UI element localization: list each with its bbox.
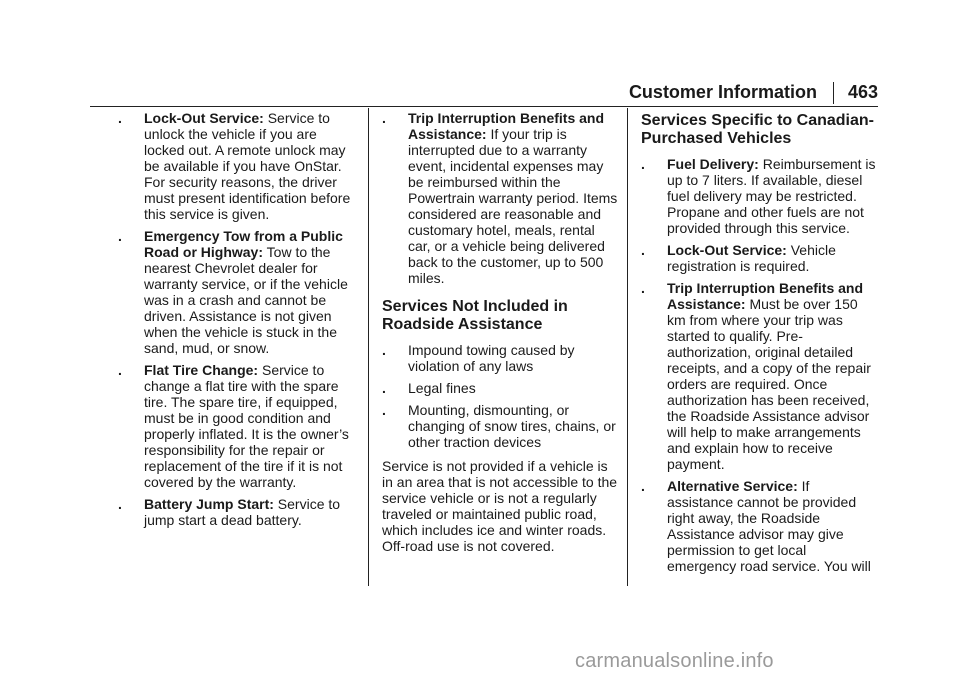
item-text: Impound towing caused by violation of any laws	[408, 342, 575, 374]
page-header	[0, 82, 878, 104]
bullet: .	[118, 228, 122, 244]
body-paragraph: Service is not provided if a vehicle is in an area that is not accessible to the service vehicle or is not a regularly traveled or maintained public road, which includes ice and winter roads. Off-road use is not covered.	[382, 458, 618, 554]
list-item	[641, 156, 877, 236]
list-item	[641, 478, 877, 574]
bullet: .	[118, 496, 122, 512]
item-text: Legal fines	[408, 380, 476, 396]
bullet: .	[382, 110, 386, 126]
item-term: Alternative Service:	[667, 478, 798, 494]
item-text: Reimbursement is up to 7 liters. If available, diesel fuel delivery may be restricted. Propane and other fuels are not provided through this service.	[667, 156, 876, 236]
column-3	[641, 110, 877, 580]
bullet: .	[641, 478, 645, 494]
list-item	[382, 342, 618, 374]
item-text: Service to unlock the vehicle if you are locked out. A remote unlock may be available if you have OnStar. For security reasons, the driver must present identification before this service is given.	[144, 110, 351, 222]
list-item	[382, 380, 618, 396]
item-term: Fuel Delivery:	[667, 156, 759, 172]
bullet: .	[641, 242, 645, 258]
bullet: .	[382, 402, 386, 418]
item-text: If assistance cannot be provided right away, the Roadside Assistance advisor may give permission to get local emergency road service. You will	[667, 478, 871, 574]
section-heading: Services Not Included in Roadside Assistance	[382, 298, 568, 333]
page-number: 463	[847, 82, 878, 102]
list-item	[118, 110, 354, 222]
bullet: .	[382, 380, 386, 396]
item-term: Emergency Tow from a Public Road or Highway:	[144, 228, 343, 260]
column-1	[118, 110, 354, 534]
list-item	[118, 362, 354, 490]
list-item	[641, 280, 877, 472]
item-text: If your trip is interrupted due to a warranty event, incidental expenses may be reimbursed within the Powertrain warranty period. Items considered are reasonable and customary hotel, meals, rental car, or a vehicle being delivered back to the customer, up to 500 miles.	[408, 126, 618, 286]
item-term: Battery Jump Start:	[144, 496, 274, 512]
section-heading: Services Specific to Canadian-Purchased Vehicles	[641, 112, 874, 147]
list-item	[118, 228, 354, 356]
bullet: .	[641, 156, 645, 172]
list-item	[382, 402, 618, 450]
item-text: Tow to the nearest Chevrolet dealer for warranty service, or if the vehicle was in a crash and cannot be driven. Assistance is not given when the vehicle is stuck in the sand, mud, or snow.	[144, 244, 348, 356]
column-2	[382, 110, 618, 554]
section-title: Customer Information	[628, 82, 817, 102]
bullet: .	[118, 110, 122, 126]
bullet: .	[118, 362, 122, 378]
header-divider	[833, 82, 834, 104]
item-text: Must be over 150 km from where your trip was started to qualify. Pre-authorization, original detailed receipts, and a copy of the repair orders are required. Once authorization has been received, the Roadside Assistance advisor will help to make arrangements and explain how to receive payment.	[667, 296, 871, 472]
item-text: Service to jump start a dead battery.	[144, 496, 341, 528]
bullet: .	[641, 280, 645, 296]
column-divider-1	[368, 108, 369, 586]
item-term: Lock-Out Service:	[144, 110, 264, 126]
list-item	[118, 496, 354, 528]
list-item	[641, 242, 877, 274]
item-text: Vehicle registration is required.	[667, 242, 836, 274]
watermark: carmanualsonline.info	[575, 650, 774, 672]
item-term: Lock-Out Service:	[667, 242, 787, 258]
item-text: Service to change a flat tire with the spare tire. The spare tire, if equipped, must be in good condition and properly inflated. It is the owner’s responsibility for the repair or replacement of the tire if it is not covered by the warranty.	[144, 362, 349, 490]
header-rule	[90, 106, 878, 107]
item-term: Trip Interruption Benefits and Assistance:	[408, 110, 605, 142]
bullet: .	[382, 342, 386, 358]
item-term: Flat Tire Change:	[144, 362, 259, 378]
item-text: Mounting, dismounting, or changing of snow tires, chains, or other traction devices	[408, 402, 616, 450]
item-term: Trip Interruption Benefits and Assistance:	[667, 280, 864, 312]
list-item	[382, 110, 618, 286]
column-divider-2	[627, 108, 628, 586]
